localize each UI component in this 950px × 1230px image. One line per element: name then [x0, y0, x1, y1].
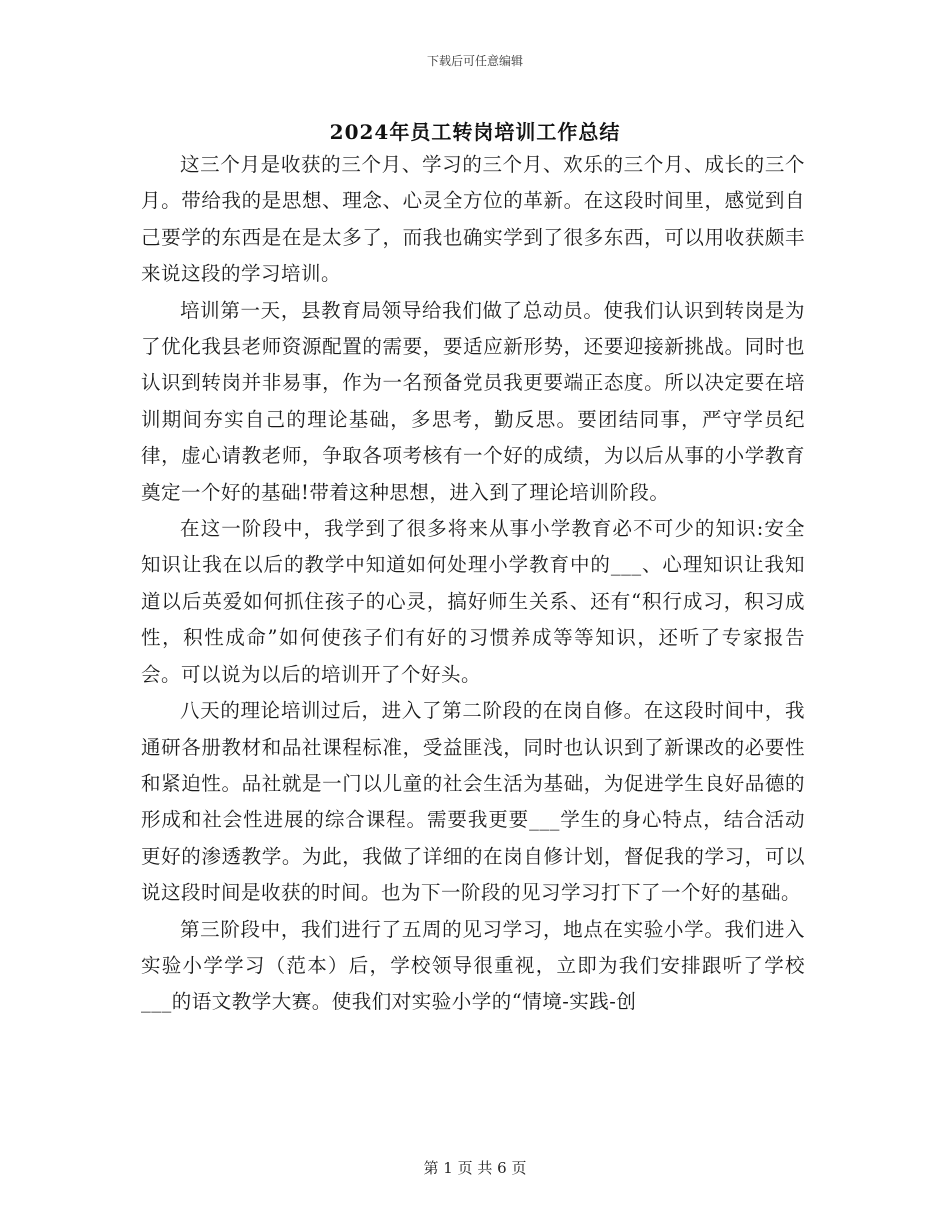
page-header-note: 下载后可任意编辑 [426, 54, 523, 68]
paragraph-5: 第三阶段中，我们进行了五周的见习学习，地点在实验小学。我们进入实验小学学习（范本）后，学校领导很重视，立即为我们安排跟听了学校___的语文教学大赛。使我们对实验小学的“情境-实践-创 [141, 917, 805, 1014]
document-body [141, 147, 805, 1021]
paragraph-2: 培训第一天，县教育局领导给我们做了总动员。使我们认识到转岗是为了优化我县老师资源配置的需要，要适应新形势，还要迎接新挑战。同时也认识到转岗并非易事，作为一名预备党员我更要端正态度。所以决定要在培训期间夯实自己的理论基础，多思考，勤反思。要团结同事，严守学员纪律，虚心请教老师，争取各项考核有一个好的成绩，为以后从事的小学教育奠定一个好的基础!带着这种思想，进入到了理论培训阶段。 [141, 298, 805, 504]
paragraph-3: 在这一阶段中，我学到了很多将来从事小学教育必不可少的知识:安全知识让我在以后的教学中知道如何处理小学教育中的___、心理知识让我知道以后英爱如何抓住孩子的心灵，搞好师生关系、还有“积行成习，积习成性，积性成命”如何使孩子们有好的习惯养成等等知识，还听了专家报告会。可以说为以后的培训开了个好头。 [141, 517, 805, 686]
paragraph-1: 这三个月是收获的三个月、学习的三个月、欢乐的三个月、成长的三个月。带给我的是思想、理念、心灵全方位的革新。在这段时间里，感觉到自己要学的东西是在是太多了，而我也确实学到了很多东西，可以用收获颇丰来说这段的学习培训。 [141, 153, 805, 286]
paragraph-4: 八天的理论培训过后，进入了第二阶段的在岗自修。在这段时间中，我通研各册教材和品社课程标准，受益匪浅，同时也认识到了新课改的必要性和紧迫性。品社就是一门以儿童的社会生活为基础，为促进学生良好品德的形成和社会性进展的综合课程。需要我更要___学生的身心特点，结合活动更好的渗透教学。为此，我做了详细的在岗自修计划，督促我的学习，可以说这段时间是收获的时间。也为下一阶段的见习学习打下了一个好的基础。 [141, 699, 805, 905]
document-title: 2024年员工转岗培训工作总结 [329, 120, 621, 144]
page-number: 第 1 页 共 6 页 [423, 1159, 527, 1177]
